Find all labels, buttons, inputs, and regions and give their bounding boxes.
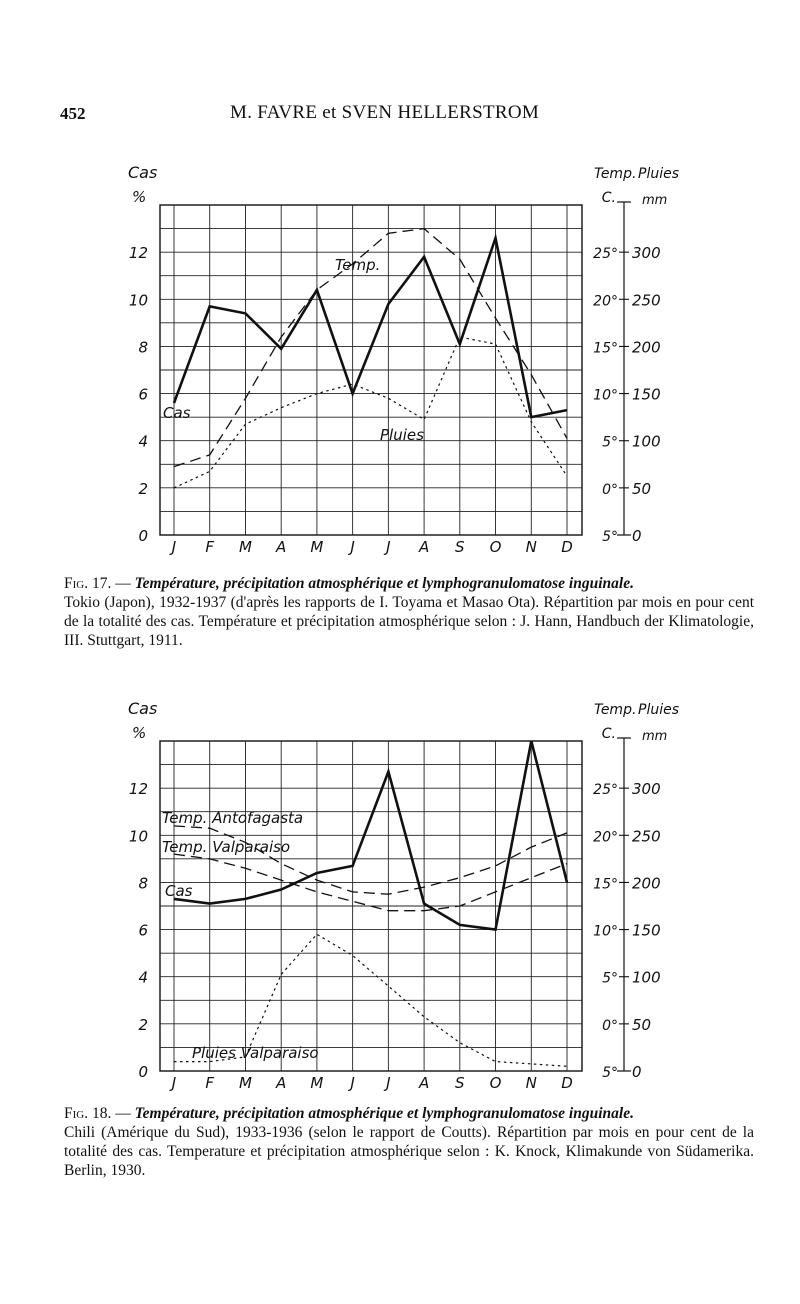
temp-tick-label: 0°: [602, 1017, 618, 1034]
left-tick-label: 12: [128, 780, 148, 799]
rain-tick-label: 0: [632, 1063, 642, 1081]
rain-axis-title: Pluies: [638, 702, 680, 718]
temp-tick-label: 5°: [602, 434, 618, 451]
left-tick-label: 6: [138, 385, 148, 404]
series-label: Cas: [165, 882, 193, 900]
temp-tick-label: 20°: [593, 829, 618, 846]
rain-axis-unit: mm: [642, 193, 668, 208]
figure-17-label: Fig. 17.: [64, 575, 112, 592]
month-tick-label: A: [276, 538, 287, 556]
series-label: Pluies Valparaiso: [192, 1044, 319, 1062]
left-tick-label: 8: [138, 338, 148, 357]
left-tick-label: 6: [138, 921, 148, 940]
rain-tick-label: 50: [632, 1015, 652, 1034]
figure-18-text: Chili (Amérique du Sud), 1933-1936 (selon le rapport de Coutts). Répartition par mois en pour cent de la totalité des cas. Temperature et précipitation atmosphérique selon : K. Knock, Klimakunde von Südamerika. Berlin, 1930.: [64, 1124, 754, 1179]
left-tick-label: 12: [128, 244, 148, 263]
left-tick-label: 2: [138, 479, 148, 498]
left-tick-label: 10: [128, 291, 148, 310]
left-axis-unit: %: [132, 188, 147, 206]
rain-tick-label: 50: [632, 479, 652, 498]
rain-axis-unit: mm: [642, 729, 668, 744]
page-header: [0, 100, 800, 130]
rain-tick-label: 150: [632, 385, 661, 404]
rain-tick-label: 0: [632, 527, 642, 545]
left-axis-unit: %: [132, 724, 147, 742]
left-tick-label: 10: [128, 827, 148, 846]
figure-18-chart: [0, 686, 800, 1106]
temp-tick-label: 25°: [593, 246, 618, 263]
series-label: Temp.: [335, 256, 381, 274]
rain-tick-label: 200: [632, 874, 661, 893]
temp-tick-label: 25°: [593, 782, 618, 799]
month-tick-label: M: [310, 1074, 324, 1092]
running-head: M. FAVRE et SVEN HELLERSTROM: [230, 102, 540, 123]
month-tick-label: M: [238, 1074, 252, 1092]
figure-18-label: Fig. 18.: [64, 1105, 112, 1122]
figure-17-chart: [0, 150, 800, 570]
temp-tick-label: 5°: [602, 529, 618, 545]
figure-17-text: Tokio (Japon), 1932-1937 (d'après les rapports de I. Toyama et Masao Ota). Répartition par mois en pour cent de la totalité des cas. Température et précipitation atmosphérique selon : J. Hann, Handbuch der Klimatologie, III. Stuttgart, 1911.: [64, 594, 754, 649]
temp-tick-label: 10°: [593, 387, 618, 404]
left-tick-label: 0: [138, 1063, 148, 1081]
month-tick-label: J: [171, 538, 177, 556]
temp-axis-title: Temp.: [594, 166, 637, 182]
month-tick-label: N: [525, 1074, 537, 1092]
series-label: Pluies: [380, 426, 424, 444]
figure-17-caption: Fig. 17. — Température, précipitation atmosphérique et lymphogranulomatose inguinale. Tokio (Japon), 1932-1937 (d'après les rapports de I. Toyama et Masao Ota). Répartition par mois en pour cent de la totalité des cas. Température et précipitation atmosphérique selon : J. Hann, Handbuch der Klimatologie, III. Stuttgart, 1911.: [64, 575, 754, 649]
month-tick-label: S: [455, 538, 465, 556]
left-axis-title: Cas: [128, 163, 158, 182]
month-tick-label: D: [561, 538, 573, 556]
rain-tick-label: 150: [632, 921, 661, 940]
temp-tick-label: 10°: [593, 923, 618, 940]
left-tick-label: 4: [138, 968, 148, 987]
rain-tick-label: 100: [632, 432, 661, 451]
temp-axis-unit: C.: [601, 190, 616, 206]
left-tick-label: 0: [138, 527, 148, 545]
rain-tick-label: 100: [632, 968, 661, 987]
month-tick-label: F: [205, 538, 215, 556]
rain-axis-title: Pluies: [638, 166, 680, 182]
figure-17-title: Température, précipitation atmosphérique et lymphogranulomatose inguinale.: [134, 575, 634, 592]
month-tick-label: D: [561, 1074, 573, 1092]
temp-tick-label: 15°: [593, 340, 618, 357]
month-tick-label: A: [418, 538, 430, 556]
left-axis-title: Cas: [128, 699, 158, 718]
rain-tick-label: 200: [632, 338, 661, 357]
month-tick-label: N: [525, 538, 537, 556]
temp-tick-label: 5°: [602, 1065, 618, 1081]
series-line: [174, 337, 567, 488]
month-tick-label: A: [276, 1074, 287, 1092]
left-tick-label: 2: [138, 1015, 148, 1034]
left-tick-label: 4: [138, 432, 148, 451]
temp-axis-title: Temp.: [594, 702, 637, 718]
month-tick-label: O: [489, 1074, 502, 1092]
month-tick-label: M: [238, 538, 252, 556]
temp-tick-label: 0°: [602, 481, 618, 498]
month-tick-label: S: [455, 1074, 465, 1092]
month-tick-label: J: [171, 1074, 177, 1092]
figure-18-caption: Fig. 18. — Température, précipitation atmosphérique et lymphogranulomatose inguinale. Chili (Amérique du Sud), 1933-1936 (selon le rapport de Coutts). Répartition par mois en pour cent de la totalité des cas. Temperature et précipitation atmosphérique selon : K. Knock, Klimakunde von Südamerika. Berlin, 1930.: [64, 1105, 754, 1179]
month-tick-label: A: [418, 1074, 430, 1092]
rain-tick-label: 250: [632, 291, 661, 310]
month-tick-label: O: [489, 538, 502, 556]
rain-tick-label: 300: [632, 780, 661, 799]
temp-axis-unit: C.: [601, 726, 616, 742]
month-tick-label: F: [205, 1074, 215, 1092]
month-tick-label: J: [350, 538, 355, 556]
figure-18-title: Température, précipitation atmosphérique et lymphogranulomatose inguinale.: [134, 1105, 634, 1122]
series-label: Cas: [163, 404, 191, 422]
series-label: Temp. Valparaiso: [162, 838, 291, 856]
page-number: 452: [60, 104, 86, 123]
month-tick-label: M: [310, 538, 324, 556]
month-tick-label: J: [386, 1074, 391, 1092]
rain-tick-label: 300: [632, 244, 661, 263]
rain-tick-label: 250: [632, 827, 661, 846]
temp-tick-label: 20°: [593, 293, 618, 310]
left-tick-label: 8: [138, 874, 148, 893]
temp-tick-label: 5°: [602, 970, 618, 987]
series-label: Temp. Antofagasta: [162, 809, 304, 827]
temp-tick-label: 15°: [593, 876, 618, 893]
month-tick-label: J: [350, 1074, 355, 1092]
month-tick-label: J: [386, 538, 391, 556]
